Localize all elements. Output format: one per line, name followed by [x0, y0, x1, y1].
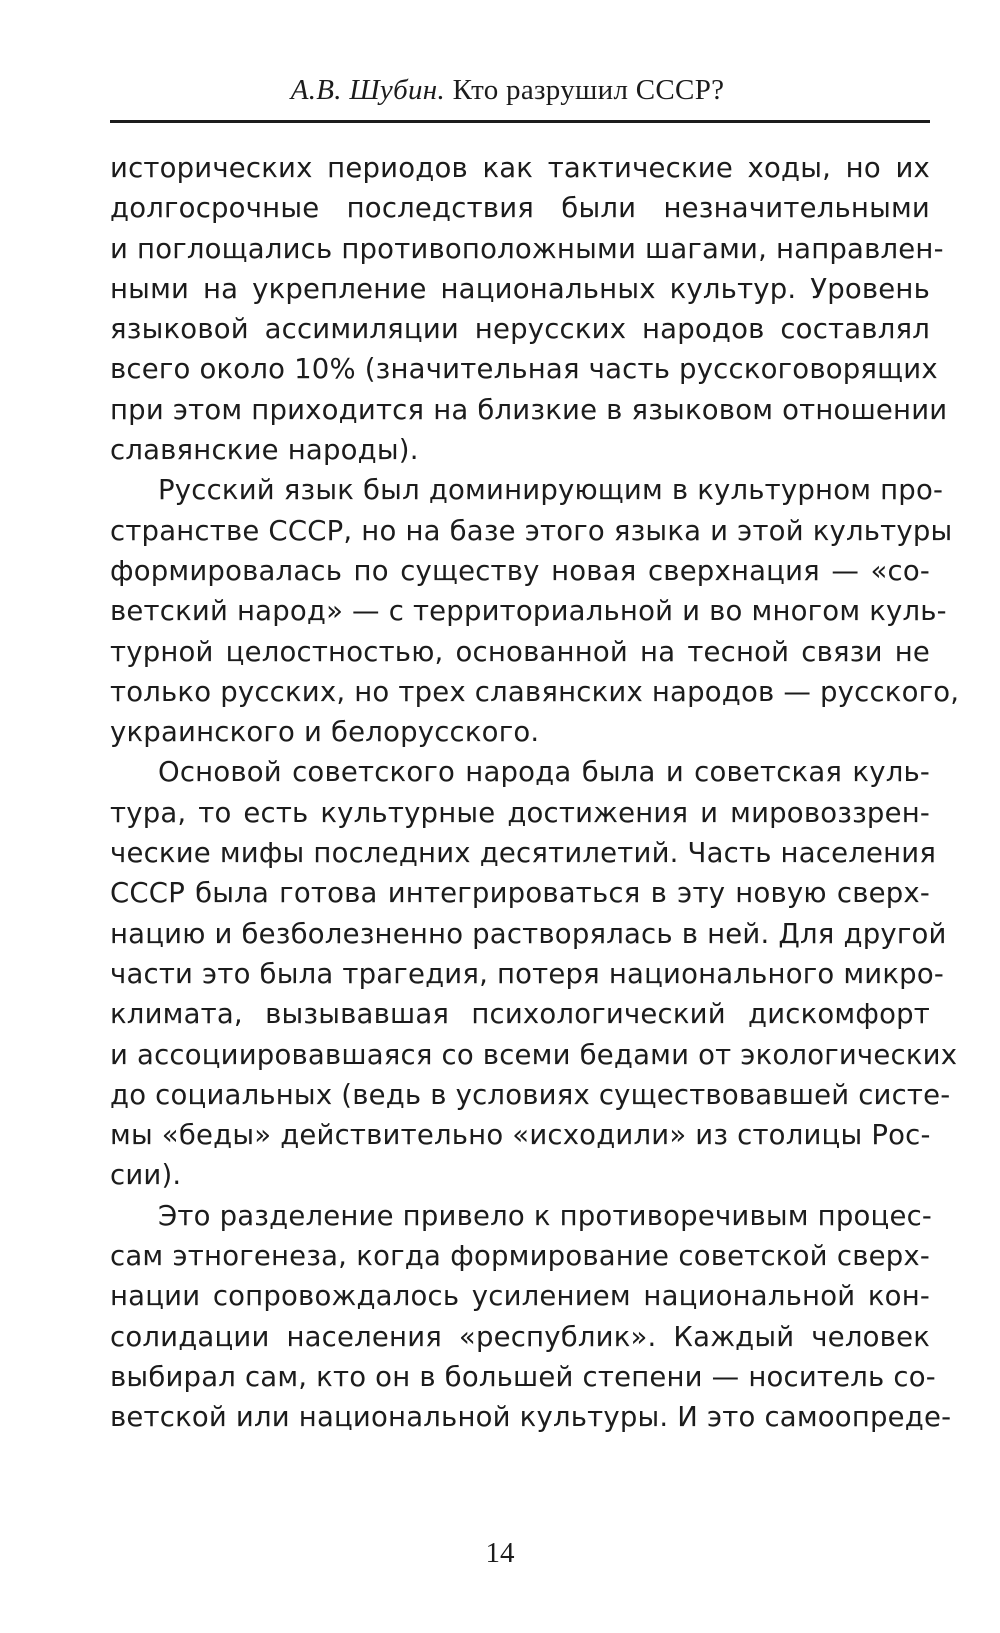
text-line: сии). [110, 1159, 182, 1192]
page-number: 14 [485, 1537, 515, 1569]
text-line: украинского и белорусского. [110, 716, 540, 749]
running-header [110, 72, 905, 108]
header-title: Кто разрушил СССР? [452, 74, 725, 106]
text-line: сам этногенеза, когда формирование советской сверх- [110, 1240, 930, 1273]
body-text [110, 148, 960, 1438]
text-line: ветский народ» — с территориальной и во многом куль- [110, 595, 947, 628]
text-line: турной целостностью, основанной на тесной связи не [110, 635, 930, 668]
text-line: странстве СССР, но на базе этого языка и этой культуры [110, 514, 953, 547]
header-author: А.В. Шубин. [290, 74, 446, 106]
text-line: ветской или национальной культуры. И это самоопреде- [110, 1401, 952, 1434]
text-line: языковой ассимиляции нерусских народов составлял [110, 313, 930, 346]
text-line: только русских, но трех славянских народов — русского, [110, 675, 960, 708]
paragraph [110, 752, 958, 1195]
paragraph [110, 148, 948, 470]
paragraph [110, 470, 960, 752]
text-line: формировалась по существу новая сверхнация — «со- [110, 554, 930, 587]
text-line: части это была трагедия, потеря национального микро- [110, 957, 944, 990]
text-line: славянские народы). [110, 434, 419, 467]
text-line: всего около 10% (значительная часть русскоговорящих [110, 353, 938, 386]
text-line: климата, вызывавшая психологический дискомфорт [110, 998, 930, 1031]
text-line: долгосрочные последствия были незначительными [110, 192, 930, 225]
text-line: при этом приходится на близкие в языковом отношении [110, 393, 948, 426]
text-line: Русский язык был доминирующим в культурном про- [158, 474, 944, 507]
text-line: до социальных (ведь в условиях существовавшей систе- [110, 1078, 951, 1111]
text-line: нации сопровождалось усилением национальной кон- [110, 1280, 930, 1313]
text-line: ными на укрепление национальных культур. Уровень [110, 272, 930, 305]
text-line: и поглощались противоположными шагами, направлен- [110, 232, 944, 265]
text-line: солидации населения «республик». Каждый человек [110, 1320, 930, 1353]
text-line: Это разделение привело к противоречивым процес- [158, 1199, 933, 1232]
header-rule [110, 120, 930, 123]
text-line: ческие мифы последних десятилетий. Часть населения [110, 837, 937, 870]
text-line: Основой советского народа была и советская куль- [158, 756, 930, 789]
text-line: выбирал сам, кто он в большей степени — носитель со- [110, 1360, 936, 1393]
paragraph [110, 1196, 952, 1438]
text-line: СССР была готова интегрироваться в эту новую сверх- [110, 877, 930, 910]
text-line: исторических периодов как тактические ходы, но их [110, 152, 930, 184]
text-line: нацию и безболезненно растворялась в ней. Для другой [110, 917, 947, 950]
text-line: и ассоциировавшаяся со всеми бедами от экологических [110, 1038, 958, 1071]
text-line: мы «беды» действительно «исходили» из столицы Рос- [110, 1119, 931, 1152]
text-line: тура, то есть культурные достижения и мировоззрен- [110, 796, 930, 829]
